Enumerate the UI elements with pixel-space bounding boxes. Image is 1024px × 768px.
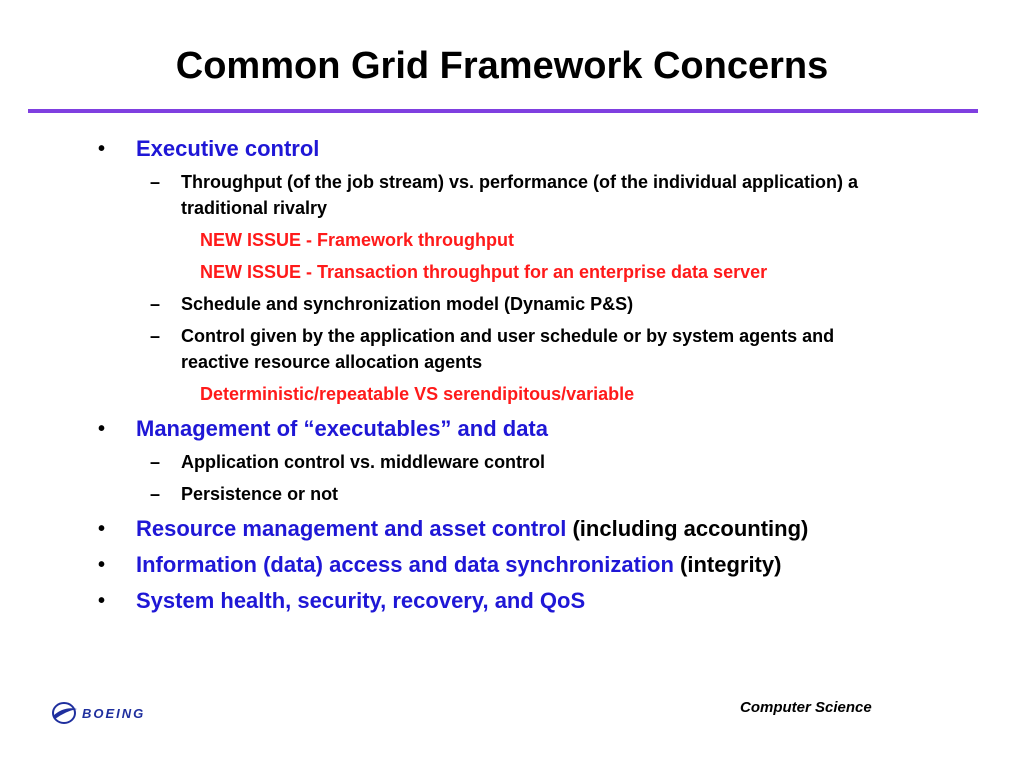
bullet-marker: • <box>98 590 106 612</box>
bullet-marker: • <box>98 554 106 576</box>
sub-list <box>136 449 1024 507</box>
sub-item <box>0 481 881 507</box>
issue-note: Deterministic/repeatable VS serendipitous/variable <box>200 384 635 404</box>
issue-note: NEW ISSUE - Framework throughput <box>200 230 515 250</box>
sub-item <box>0 291 881 317</box>
bullet-suffix: (including accounting) <box>566 516 809 541</box>
dash-marker: – <box>150 326 161 346</box>
bullet-text: Information (data) access and data synchronization <box>136 552 674 577</box>
boeing-logo-icon <box>50 700 200 726</box>
bullet-text: Resource management and asset control <box>136 516 567 541</box>
bullet-text: System health, security, recovery, and QoS <box>136 588 586 613</box>
bullet-list <box>0 135 1024 615</box>
bullet-resource-management <box>0 515 1024 543</box>
bullet-marker: • <box>98 418 106 440</box>
bullet-suffix: (integrity) <box>673 552 782 577</box>
slide-title: Common Grid Framework Concerns <box>175 45 829 87</box>
bullet-text: Executive control <box>136 136 320 161</box>
sub-item-text: Control given by the application and user schedule or by system agents and reactive resource allocation agents <box>181 326 835 372</box>
sub-item-text: Schedule and synchronization model (Dynamic P&S) <box>181 294 634 314</box>
sub-item-text: Application control vs. middleware control <box>181 452 546 472</box>
title-divider <box>28 109 978 113</box>
bullet-executive-control <box>0 135 1024 407</box>
bullet-management-executables <box>0 415 1024 507</box>
dash-marker: – <box>150 484 161 504</box>
bullet-marker: • <box>98 518 106 540</box>
footer-department: Computer Science <box>740 699 872 716</box>
issue-note: NEW ISSUE - Transaction throughput for an enterprise data server <box>200 262 768 282</box>
sub-item <box>0 323 881 375</box>
sub-item <box>0 169 881 221</box>
sub-list <box>136 169 1024 407</box>
bullet-system-health <box>0 587 1024 615</box>
dash-marker: – <box>150 452 161 472</box>
dash-marker: – <box>150 172 161 192</box>
bullet-marker: • <box>98 138 106 160</box>
sub-item-text: Persistence or not <box>181 484 339 504</box>
bullet-text: Management of “executables” and data <box>136 416 548 441</box>
sub-item-text: Throughput (of the job stream) vs. performance (of the individual application) a traditional rivalry <box>181 172 859 218</box>
sub-item <box>0 449 881 475</box>
bullet-information-access <box>0 551 1024 579</box>
logo-wordmark: BOEING <box>82 706 146 721</box>
dash-marker: – <box>150 294 161 314</box>
